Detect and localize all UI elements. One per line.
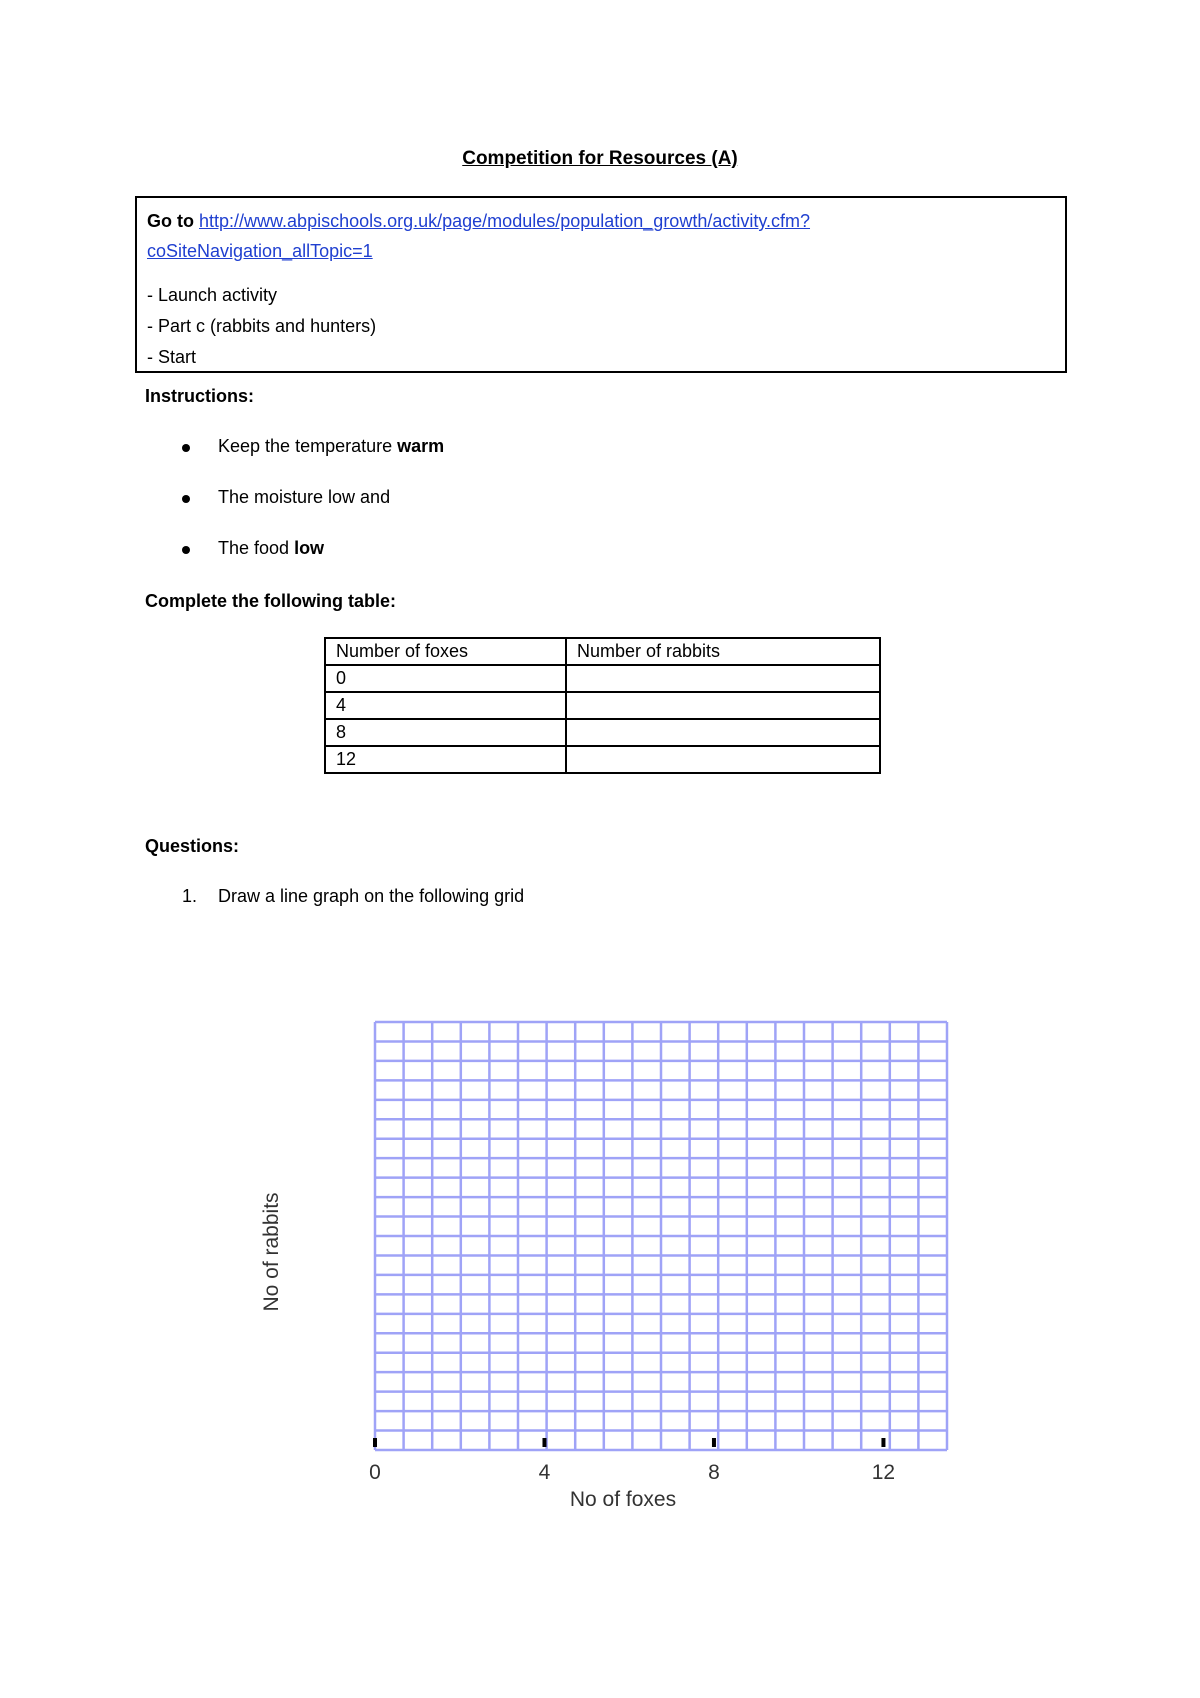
x-tick-label: 8	[708, 1461, 720, 1484]
table-header-cell: Number of rabbits	[566, 638, 880, 665]
bullet-icon	[182, 495, 190, 503]
x-tick-label: 12	[871, 1461, 896, 1484]
goto-line-2	[147, 236, 1055, 266]
table-cell-foxes: 12	[325, 746, 566, 773]
step-item: - Launch activity	[147, 285, 278, 305]
complete-table-heading: Complete the following table:	[145, 591, 396, 611]
x-tick-marks	[373, 1438, 885, 1447]
instructions-box	[135, 196, 1067, 373]
instruction-text: The moisture low and	[218, 487, 391, 507]
x-tick-label: 4	[538, 1461, 551, 1484]
table-cell-rabbits[interactable]	[566, 692, 880, 719]
y-axis-label: No of rabbits	[260, 1192, 283, 1312]
bullet-icon	[182, 546, 190, 554]
bullet-icon	[182, 444, 190, 452]
instructions-heading: Instructions:	[145, 386, 255, 406]
table-cell-foxes: 8	[325, 719, 566, 746]
x-tick-mark	[373, 1438, 377, 1447]
goto-prefix: Go to	[147, 211, 194, 231]
table-row	[325, 665, 880, 692]
question-text: Draw a line graph on the following grid	[218, 886, 525, 906]
table-cell-rabbits[interactable]	[566, 746, 880, 773]
x-tick-mark	[712, 1438, 716, 1447]
step-list	[147, 280, 1055, 373]
table-cell-foxes: 4	[325, 692, 566, 719]
table-row	[325, 692, 880, 719]
instruction-emphasis: low	[294, 538, 325, 558]
x-tick-labels	[369, 1461, 895, 1484]
page-title: Competition for Resources (A)	[462, 148, 738, 169]
step-item: - Start	[147, 347, 197, 367]
activity-link-continued[interactable]: coSiteNavigation_allTopic=1	[147, 241, 373, 261]
x-tick-mark	[542, 1438, 546, 1447]
x-tick-mark	[881, 1438, 885, 1447]
goto-line	[147, 206, 1055, 236]
table-cell-rabbits[interactable]	[566, 719, 880, 746]
table-row	[325, 719, 880, 746]
activity-link[interactable]: http://www.abpischools.org.uk/page/modules/population_growth/activity.cfm?	[199, 211, 811, 231]
foxes-rabbits-table	[324, 637, 881, 774]
step-item: - Part c (rabbits and hunters)	[147, 316, 377, 336]
questions-heading: Questions:	[145, 836, 240, 856]
question-number: 1.	[182, 886, 198, 906]
x-tick-label: 0	[369, 1461, 381, 1484]
grid-lines	[375, 1022, 947, 1450]
table-row	[325, 746, 880, 773]
instruction-text: Keep the temperature	[218, 436, 398, 456]
table-header-cell: Number of foxes	[325, 638, 566, 665]
x-axis-label: No of foxes	[569, 1488, 677, 1511]
instruction-emphasis: warm	[397, 436, 445, 456]
table-cell-rabbits[interactable]	[566, 665, 880, 692]
instruction-text: The food	[218, 538, 295, 558]
table-cell-foxes: 0	[325, 665, 566, 692]
line-graph-grid[interactable]	[240, 1010, 960, 1520]
table-header-row	[325, 638, 880, 665]
